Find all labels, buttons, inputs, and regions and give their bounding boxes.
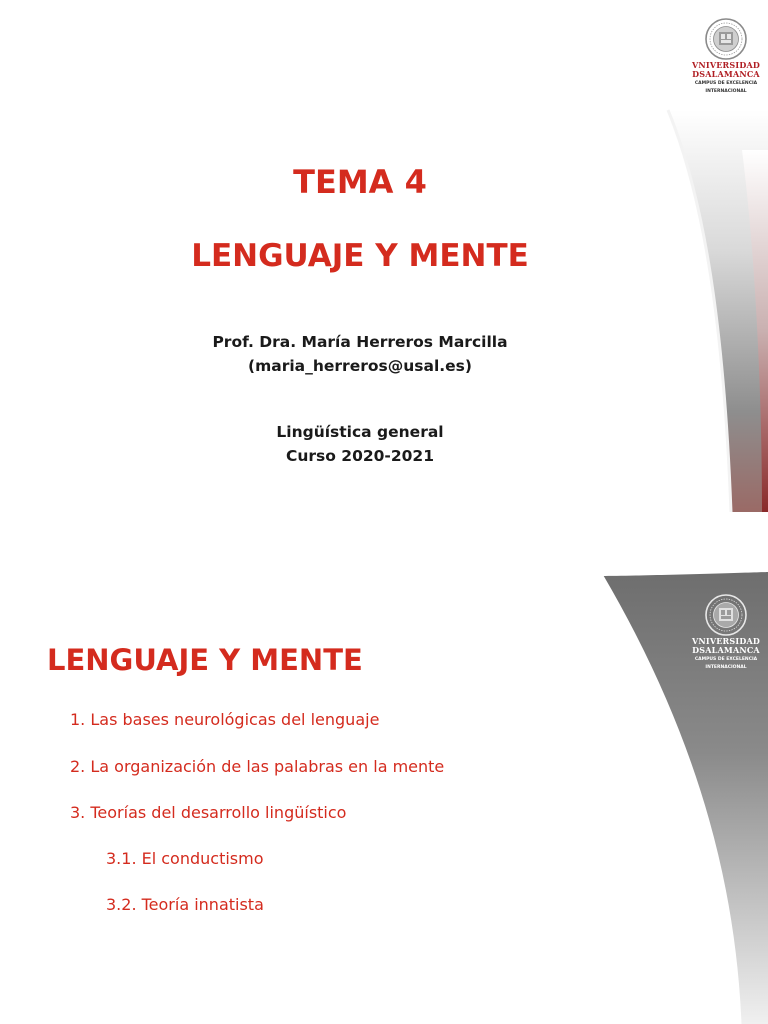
list-item: 3.2. Teoría innatista xyxy=(106,895,264,914)
university-logo xyxy=(691,593,761,670)
logo-tagline-1: CAMPUS DE EXCELENCIA xyxy=(694,657,758,662)
logo-tagline-2: INTERNACIONAL xyxy=(705,88,747,94)
logo-line-1: VNIVERSIDAD xyxy=(691,60,761,70)
slide-title: LENGUAJE Y MENTE xyxy=(47,643,363,677)
university-seal-icon xyxy=(691,17,761,61)
course-name: Lingüística general xyxy=(276,423,444,441)
author-email: (maria_herreros@usal.es) xyxy=(248,357,472,375)
content-slide xyxy=(0,512,768,1024)
logo-tagline-1: CAMPUS DE EXCELENCIA xyxy=(694,81,758,86)
university-seal-icon xyxy=(691,593,761,637)
slide-title: TEMA 4 xyxy=(293,163,427,201)
slide-subtitle: LENGUAJE Y MENTE xyxy=(191,238,529,274)
logo-line-2: DSALAMANCA xyxy=(692,645,760,655)
course-year: Curso 2020-2021 xyxy=(285,447,435,465)
list-item: 2. La organización de las palabras en la mente xyxy=(70,757,445,776)
logo-line-1: VNIVERSIDAD xyxy=(691,636,761,646)
list-item: 3.1. El conductismo xyxy=(106,849,264,868)
university-logo xyxy=(691,17,761,94)
logo-tagline-2: INTERNACIONAL xyxy=(705,664,747,670)
list-item: 1. Las bases neurológicas del lenguaje xyxy=(70,710,380,729)
author-name: Prof. Dra. María Herreros Marcilla xyxy=(212,333,508,351)
logo-line-2: DSALAMANCA xyxy=(692,69,760,79)
list-item: 3. Teorías del desarrollo lingüístico xyxy=(70,803,347,822)
